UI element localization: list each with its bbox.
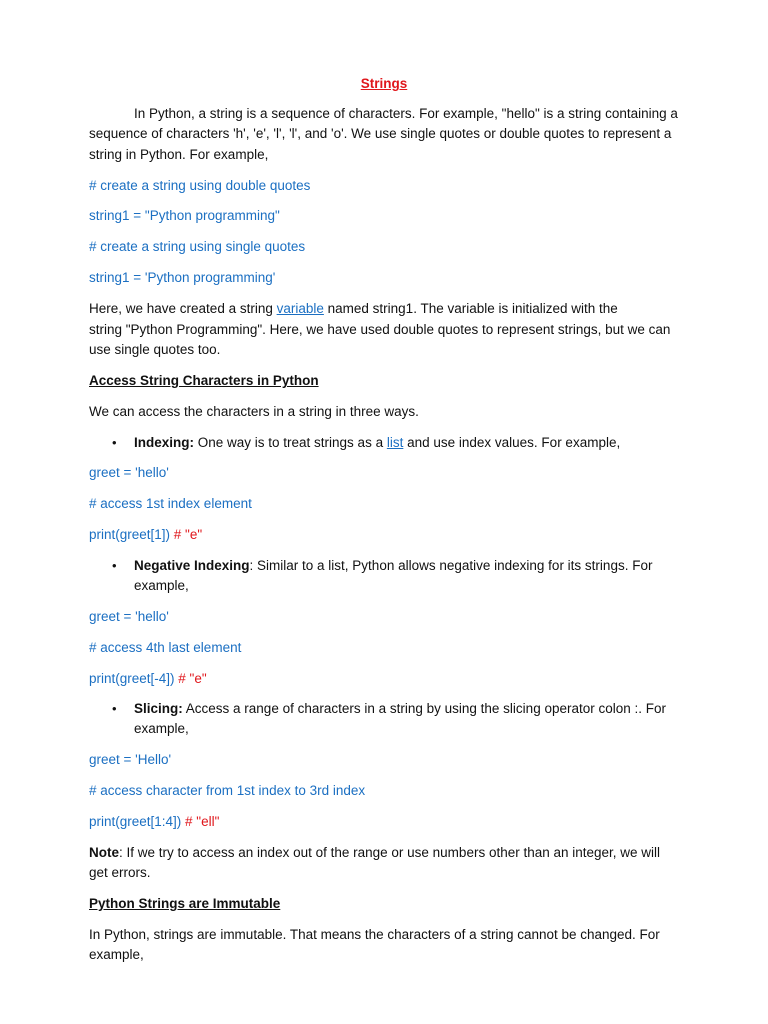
- code-print-greet-1: print(greet[1]): [89, 527, 171, 542]
- bullet-marker-slicing: •: [112, 701, 117, 716]
- para2-line-1: [89, 300, 618, 317]
- immutable-line-1: In Python, strings are immutable. That means the characters of a string cannot be changed. For: [89, 927, 660, 942]
- code-greet-hello-2: greet = 'hello': [89, 609, 169, 624]
- heading-strings-immutable: Python Strings are Immutable: [89, 896, 281, 911]
- note-line-2: get errors.: [89, 865, 151, 880]
- code-print-greet-neg4: print(greet[-4]): [89, 671, 175, 686]
- code-comment-slice-range: # access character from 1st index to 3rd index: [89, 783, 366, 798]
- code-print-slice: [89, 813, 219, 830]
- page-title: Strings: [360, 76, 408, 91]
- bullet-slicing-line-2: example,: [134, 721, 189, 736]
- bullet-indexing-text-end: and use index values. For example,: [403, 435, 621, 450]
- bullet-negative-text: : Similar to a list, Python allows negative indexing for its strings. For: [249, 558, 653, 573]
- bullet-negative-indexing: [134, 557, 652, 574]
- bullet-indexing-label: Indexing:: [134, 435, 194, 450]
- para2-line-2: string "Python Programming". Here, we have used double quotes to represent strings, but we can: [89, 322, 671, 337]
- code-print-index: [89, 526, 202, 543]
- heading-access-string-characters: Access String Characters in Python: [89, 373, 319, 388]
- bullet-indexing-text: One way is to treat strings as a: [194, 435, 387, 450]
- list-link[interactable]: list: [386, 435, 404, 450]
- para2-line-3: use single quotes too.: [89, 342, 221, 357]
- code-comment-last-element: # access 4th last element: [89, 640, 242, 655]
- bullet-slicing-text: Access a range of characters in a string by using the slicing operator colon :. For: [182, 701, 667, 716]
- bullet-marker-indexing: •: [112, 435, 117, 450]
- code-print-greet-neg4-comment: # "e": [174, 671, 207, 686]
- bullet-negative-label: Negative Indexing: [134, 558, 250, 573]
- code-comment-double-quotes: # create a string using double quotes: [89, 178, 311, 193]
- code-print-greet-1-comment: # "e": [170, 527, 203, 542]
- variable-link[interactable]: variable: [276, 301, 324, 316]
- note-text: : If we try to access an index out of the range or use numbers other than an integer, we will: [119, 845, 661, 860]
- note-label: Note: [89, 845, 119, 860]
- bullet-marker-negative-indexing: •: [112, 558, 117, 573]
- code-print-greet-slice-comment: # "ell": [181, 814, 220, 829]
- code-string-double: string1 = "Python programming": [89, 208, 280, 223]
- access-intro: We can access the characters in a string in three ways.: [89, 404, 419, 419]
- para2-text-after-link: named string1. The variable is initialized with the: [323, 301, 618, 316]
- bullet-indexing: [134, 434, 620, 451]
- code-string-single: string1 = 'Python programming': [89, 270, 276, 285]
- code-comment-single-quotes: # create a string using single quotes: [89, 239, 306, 254]
- intro-line-3: string in Python. For example,: [89, 147, 269, 162]
- bullet-negative-line-2: example,: [134, 578, 189, 593]
- note-line-1: [89, 844, 660, 861]
- code-greet-hello-1: greet = 'hello': [89, 465, 169, 480]
- intro-line-1: In Python, a string is a sequence of characters. For example, "hello" is a string containing a: [134, 106, 678, 121]
- bullet-slicing: [134, 700, 666, 717]
- immutable-line-2: example,: [89, 947, 144, 962]
- code-greet-hello-3: greet = 'Hello': [89, 752, 172, 767]
- code-comment-index-element: # access 1st index element: [89, 496, 252, 511]
- para2-text-before-link: Here, we have created a string: [89, 301, 277, 316]
- code-print-negative: [89, 670, 207, 687]
- code-print-greet-slice: print(greet[1:4]): [89, 814, 182, 829]
- bullet-slicing-label: Slicing:: [134, 701, 183, 716]
- intro-line-2: sequence of characters 'h', 'e', 'l', 'l', and 'o'. We use single quotes or double quotes to represent a: [89, 126, 672, 141]
